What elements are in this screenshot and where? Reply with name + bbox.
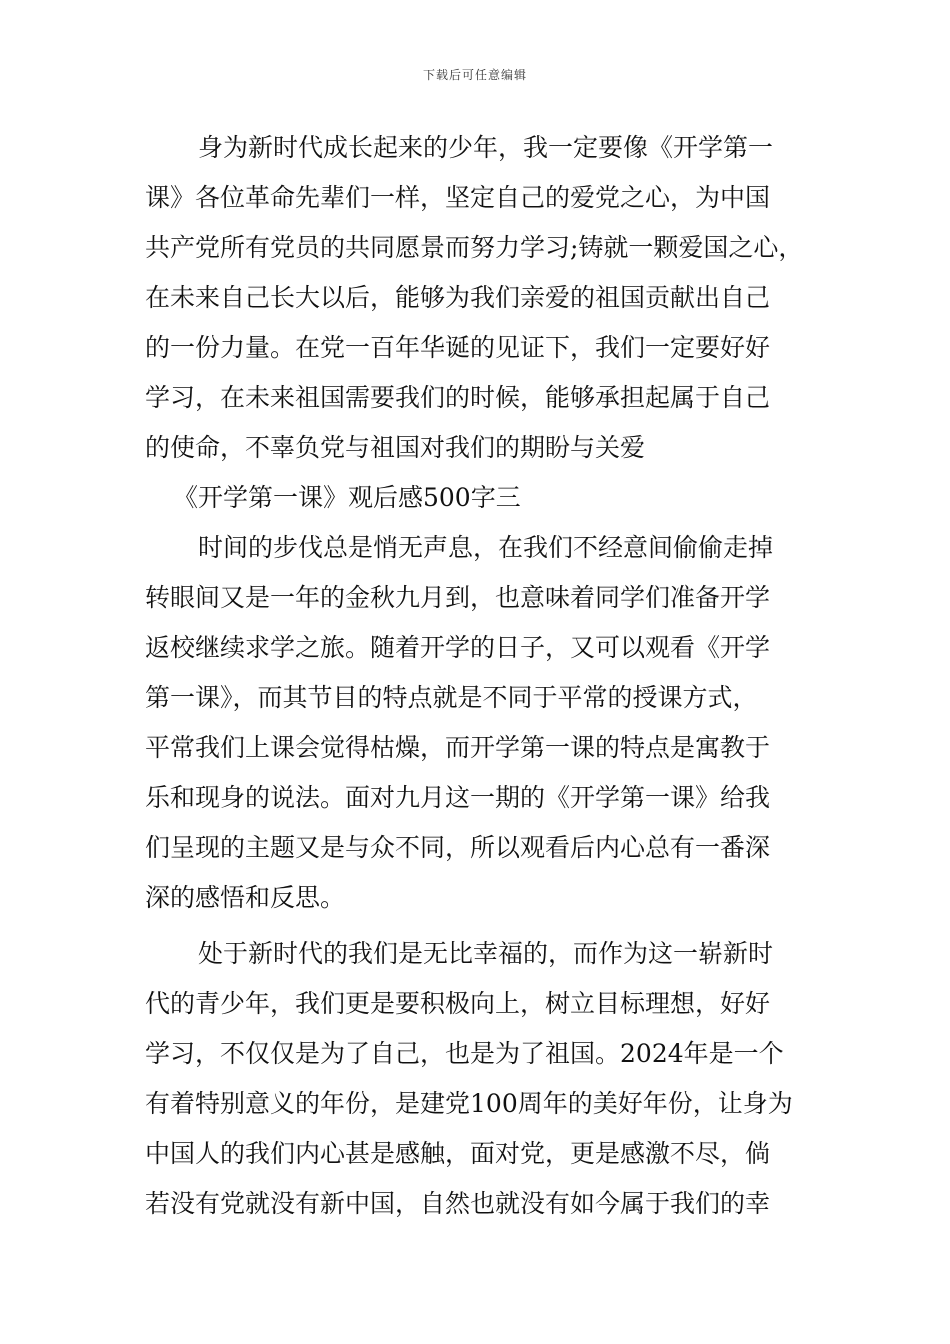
paragraph-line: 乐和现身的说法。面对九月这一期的《开学第一课》给我 xyxy=(145,783,771,812)
paragraph-line: 在未来自己长大以后，能够为我们亲爱的祖国贡献出自己 xyxy=(145,283,771,312)
paragraph-line: 返校继续求学之旅。随着开学的日子，又可以观看《开学 xyxy=(145,633,771,662)
paragraph-line: 课》各位革命先辈们一样，坚定自己的爱党之心，为中国 xyxy=(145,183,771,212)
paragraph-line: 学习，不仅仅是为了自己，也是为了祖国。2024年是一个 xyxy=(145,1039,784,1068)
paragraph-line: 学习，在未来祖国需要我们的时候，能够承担起属于自己 xyxy=(145,383,771,412)
paragraph-line: 平常我们上课会觉得枯燥，而开学第一课的特点是寓教于 xyxy=(145,733,771,762)
paragraph-line: 身为新时代成长起来的少年，我一定要像《开学第一 xyxy=(198,133,774,162)
paragraph-2 xyxy=(145,523,810,923)
paragraph-3 xyxy=(145,929,810,1229)
paragraph-line: 们呈现的主题又是与众不同，所以观看后内心总有一番深 xyxy=(145,833,771,862)
paragraph-line: 中国人的我们内心甚是感触，面对党，更是感激不尽，倘 xyxy=(145,1139,771,1168)
paragraph-line: 若没有党就没有新中国，自然也就没有如今属于我们的幸 xyxy=(145,1189,771,1218)
paragraph-line: 处于新时代的我们是无比幸福的，而作为这一崭新时 xyxy=(198,939,774,968)
paragraph-1 xyxy=(145,123,810,473)
paragraph-line: 有着特别意义的年份，是建党100周年的美好年份，让身为 xyxy=(145,1089,793,1118)
paragraph-line: 共产党所有党员的共同愿景而努力学习;铸就一颗爱国之心， xyxy=(145,233,804,262)
paragraph-line: 深的感悟和反思。 xyxy=(145,883,346,912)
paragraph-line: 第一课》，而其节目的特点就是不同于平常的授课方式， xyxy=(145,683,758,712)
section-heading: 《开学第一课》观后感500字三 xyxy=(173,483,521,512)
paragraph-line: 时间的步伐总是悄无声息，在我们不经意间偷偷走掉 xyxy=(198,533,774,562)
paragraph-line: 转眼间又是一年的金秋九月到，也意味着同学们准备开学 xyxy=(145,583,771,612)
page-header-note: 下载后可任意编辑 xyxy=(422,68,527,82)
paragraph-line: 的使命，不辜负党与祖国对我们的期盼与关爱 xyxy=(145,433,646,462)
document-body xyxy=(145,123,810,1229)
paragraph-line: 的一份力量。在党一百年华诞的见证下，我们一定要好好 xyxy=(145,333,771,362)
paragraph-line: 代的青少年，我们更是要积极向上，树立目标理想，好好 xyxy=(145,989,771,1018)
